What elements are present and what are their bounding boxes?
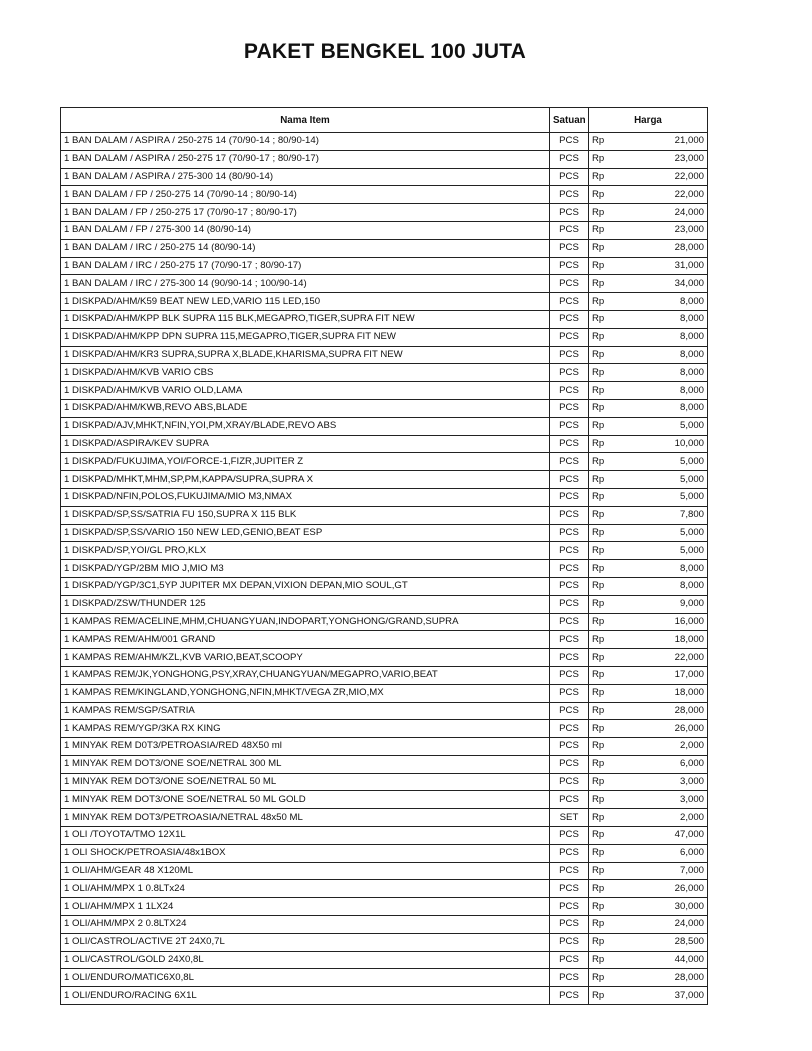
price-cell: 8,000 [627, 577, 708, 595]
unit-cell: PCS [550, 133, 589, 151]
currency-cell: Rp [589, 506, 627, 524]
table-row [61, 435, 708, 453]
unit-cell: PCS [550, 364, 589, 382]
item-name-cell: 1 DISKPAD/AHM/KWB,REVO ABS,BLADE [61, 399, 550, 417]
table-row [61, 133, 708, 151]
price-cell: 5,000 [627, 453, 708, 471]
table-row [61, 684, 708, 702]
unit-cell: PCS [550, 969, 589, 987]
currency-cell: Rp [589, 275, 627, 293]
price-cell: 8,000 [627, 328, 708, 346]
item-name-cell: 1 MINYAK REM DOT3/ONE SOE/NETRAL 300 ML [61, 755, 550, 773]
currency-cell: Rp [589, 204, 627, 222]
table-row [61, 577, 708, 595]
unit-cell: PCS [550, 168, 589, 186]
item-name-cell: 1 OLI/ENDURO/MATIC6X0,8L [61, 969, 550, 987]
table-row [61, 969, 708, 987]
unit-cell: PCS [550, 773, 589, 791]
item-name-cell: 1 OLI SHOCK/PETROASIA/48x1BOX [61, 844, 550, 862]
unit-cell: PCS [550, 453, 589, 471]
table-body [61, 133, 708, 1005]
currency-cell: Rp [589, 435, 627, 453]
table-row [61, 328, 708, 346]
unit-cell: PCS [550, 328, 589, 346]
unit-cell: PCS [550, 293, 589, 311]
table-row [61, 150, 708, 168]
table-row [61, 293, 708, 311]
header-unit: Satuan [550, 108, 589, 133]
currency-cell: Rp [589, 631, 627, 649]
currency-cell: Rp [589, 880, 627, 898]
price-cell: 2,000 [627, 809, 708, 827]
price-cell: 8,000 [627, 399, 708, 417]
table-row [61, 649, 708, 667]
unit-cell: PCS [550, 150, 589, 168]
price-cell: 8,000 [627, 382, 708, 400]
price-cell: 23,000 [627, 150, 708, 168]
item-name-cell: 1 BAN DALAM / ASPIRA / 250-275 17 (70/90-17 ; 80/90-17) [61, 150, 550, 168]
header-row [61, 108, 708, 133]
table-row [61, 916, 708, 934]
price-cell: 6,000 [627, 755, 708, 773]
currency-cell: Rp [589, 186, 627, 204]
table-row [61, 720, 708, 738]
price-cell: 18,000 [627, 684, 708, 702]
unit-cell: PCS [550, 506, 589, 524]
currency-cell: Rp [589, 293, 627, 311]
item-name-cell: 1 KAMPAS REM/YGP/3KA RX KING [61, 720, 550, 738]
table-row [61, 827, 708, 845]
item-name-cell: 1 MINYAK REM DOT3/ONE SOE/NETRAL 50 ML [61, 773, 550, 791]
table-row [61, 862, 708, 880]
unit-cell: PCS [550, 435, 589, 453]
item-name-cell: 1 MINYAK REM DOT3/PETROASIA/NETRAL 48x50 ML [61, 809, 550, 827]
unit-cell: PCS [550, 791, 589, 809]
price-cell: 37,000 [627, 987, 708, 1005]
table-row [61, 933, 708, 951]
price-cell: 9,000 [627, 595, 708, 613]
item-name-cell: 1 MINYAK REM DOT3/ONE SOE/NETRAL 50 ML GOLD [61, 791, 550, 809]
item-name-cell: 1 BAN DALAM / FP / 250-275 17 (70/90-17 ; 80/90-17) [61, 204, 550, 222]
table-row [61, 204, 708, 222]
price-cell: 26,000 [627, 880, 708, 898]
currency-cell: Rp [589, 916, 627, 934]
price-cell: 8,000 [627, 364, 708, 382]
item-name-cell: 1 OLI/AHM/GEAR 48 X120ML [61, 862, 550, 880]
unit-cell: SET [550, 809, 589, 827]
unit-cell: PCS [550, 827, 589, 845]
currency-cell: Rp [589, 702, 627, 720]
unit-cell: PCS [550, 382, 589, 400]
item-name-cell: 1 BAN DALAM / IRC / 250-275 17 (70/90-17 ; 80/90-17) [61, 257, 550, 275]
currency-cell: Rp [589, 346, 627, 364]
unit-cell: PCS [550, 880, 589, 898]
unit-cell: PCS [550, 862, 589, 880]
price-cell: 8,000 [627, 310, 708, 328]
item-name-cell: 1 DISKPAD/SP,SS/VARIO 150 NEW LED,GENIO,BEAT ESP [61, 524, 550, 542]
currency-cell: Rp [589, 328, 627, 346]
header-item-name: Nama Item [61, 108, 550, 133]
item-name-cell: 1 DISKPAD/ZSW/THUNDER 125 [61, 595, 550, 613]
page-title: PAKET BENGKEL 100 JUTA [243, 40, 527, 63]
currency-cell: Rp [589, 577, 627, 595]
currency-cell: Rp [589, 755, 627, 773]
item-name-cell: 1 OLI/ENDURO/RACING 6X1L [61, 987, 550, 1005]
item-name-cell: 1 BAN DALAM / ASPIRA / 275-300 14 (80/90-14) [61, 168, 550, 186]
item-name-cell: 1 KAMPAS REM/KINGLAND,YONGHONG,NFIN,MHKT/VEGA ZR,MIO,MX [61, 684, 550, 702]
price-cell: 8,000 [627, 560, 708, 578]
currency-cell: Rp [589, 773, 627, 791]
item-name-cell: 1 BAN DALAM / IRC / 275-300 14 (90/90-14 ; 100/90-14) [61, 275, 550, 293]
unit-cell: PCS [550, 399, 589, 417]
price-cell: 3,000 [627, 791, 708, 809]
item-name-cell: 1 BAN DALAM / FP / 275-300 14 (80/90-14) [61, 221, 550, 239]
table-row [61, 346, 708, 364]
unit-cell: PCS [550, 542, 589, 560]
table-row [61, 898, 708, 916]
currency-cell: Rp [589, 595, 627, 613]
table-row [61, 310, 708, 328]
table-row [61, 506, 708, 524]
price-cell: 21,000 [627, 133, 708, 151]
unit-cell: PCS [550, 595, 589, 613]
currency-cell: Rp [589, 310, 627, 328]
item-name-cell: 1 DISKPAD/AHM/KVB VARIO OLD,LAMA [61, 382, 550, 400]
price-cell: 28,000 [627, 702, 708, 720]
price-cell: 3,000 [627, 773, 708, 791]
price-table [60, 107, 708, 1005]
table-row [61, 755, 708, 773]
table-header [61, 108, 708, 133]
unit-cell: PCS [550, 898, 589, 916]
table-row [61, 275, 708, 293]
currency-cell: Rp [589, 542, 627, 560]
unit-cell: PCS [550, 560, 589, 578]
item-name-cell: 1 OLI/AHM/MPX 1 1LX24 [61, 898, 550, 916]
currency-cell: Rp [589, 969, 627, 987]
unit-cell: PCS [550, 524, 589, 542]
table-row [61, 773, 708, 791]
unit-cell: PCS [550, 257, 589, 275]
table-row [61, 417, 708, 435]
table-row [61, 560, 708, 578]
table-row [61, 221, 708, 239]
unit-cell: PCS [550, 417, 589, 435]
price-cell: 18,000 [627, 631, 708, 649]
table-row [61, 666, 708, 684]
item-name-cell: 1 DISKPAD/AHM/KPP DPN SUPRA 115,MEGAPRO,TIGER,SUPRA FIT NEW [61, 328, 550, 346]
unit-cell: PCS [550, 951, 589, 969]
item-name-cell: 1 KAMPAS REM/AHM/KZL,KVB VARIO,BEAT,SCOOPY [61, 649, 550, 667]
table-row [61, 631, 708, 649]
table-row [61, 791, 708, 809]
currency-cell: Rp [589, 453, 627, 471]
price-cell: 28,500 [627, 933, 708, 951]
currency-cell: Rp [589, 524, 627, 542]
currency-cell: Rp [589, 791, 627, 809]
item-name-cell: 1 DISKPAD/AJV,MHKT,NFIN,YOI,PM,XRAY/BLADE,REVO ABS [61, 417, 550, 435]
price-cell: 28,000 [627, 969, 708, 987]
table-row [61, 542, 708, 560]
currency-cell: Rp [589, 168, 627, 186]
header-price: Harga [589, 108, 708, 133]
currency-cell: Rp [589, 417, 627, 435]
currency-cell: Rp [589, 488, 627, 506]
currency-cell: Rp [589, 951, 627, 969]
currency-cell: Rp [589, 613, 627, 631]
table-row [61, 186, 708, 204]
price-cell: 5,000 [627, 417, 708, 435]
currency-cell: Rp [589, 560, 627, 578]
currency-cell: Rp [589, 239, 627, 257]
unit-cell: PCS [550, 631, 589, 649]
currency-cell: Rp [589, 649, 627, 667]
item-name-cell: 1 OLI/AHM/MPX 1 0.8LTx24 [61, 880, 550, 898]
item-name-cell: 1 DISKPAD/MHKT,MHM,SP,PM,KAPPA/SUPRA,SUPRA X [61, 471, 550, 489]
price-cell: 22,000 [627, 186, 708, 204]
unit-cell: PCS [550, 186, 589, 204]
item-name-cell: 1 BAN DALAM / FP / 250-275 14 (70/90-14 ; 80/90-14) [61, 186, 550, 204]
price-cell: 5,000 [627, 488, 708, 506]
unit-cell: PCS [550, 933, 589, 951]
item-name-cell: 1 DISKPAD/AHM/KPP BLK SUPRA 115 BLK,MEGAPRO,TIGER,SUPRA FIT NEW [61, 310, 550, 328]
table-row [61, 239, 708, 257]
table-row [61, 399, 708, 417]
unit-cell: PCS [550, 346, 589, 364]
item-name-cell: 1 DISKPAD/YGP/2BM MIO J,MIO M3 [61, 560, 550, 578]
price-cell: 16,000 [627, 613, 708, 631]
unit-cell: PCS [550, 488, 589, 506]
item-name-cell: 1 DISKPAD/AHM/KR3 SUPRA,SUPRA X,BLADE,KHARISMA,SUPRA FIT NEW [61, 346, 550, 364]
price-cell: 10,000 [627, 435, 708, 453]
currency-cell: Rp [589, 684, 627, 702]
item-name-cell: 1 BAN DALAM / ASPIRA / 250-275 14 (70/90-14 ; 80/90-14) [61, 133, 550, 151]
table-row [61, 738, 708, 756]
unit-cell: PCS [550, 204, 589, 222]
price-cell: 8,000 [627, 346, 708, 364]
price-cell: 5,000 [627, 524, 708, 542]
item-name-cell: 1 KAMPAS REM/AHM/001 GRAND [61, 631, 550, 649]
currency-cell: Rp [589, 720, 627, 738]
unit-cell: PCS [550, 720, 589, 738]
price-cell: 23,000 [627, 221, 708, 239]
price-cell: 6,000 [627, 844, 708, 862]
currency-cell: Rp [589, 364, 627, 382]
price-cell: 17,000 [627, 666, 708, 684]
currency-cell: Rp [589, 827, 627, 845]
item-name-cell: 1 DISKPAD/SP,YOI/GL PRO,KLX [61, 542, 550, 560]
table-row [61, 168, 708, 186]
price-cell: 31,000 [627, 257, 708, 275]
item-name-cell: 1 OLI/CASTROL/GOLD 24X0,8L [61, 951, 550, 969]
item-name-cell: 1 DISKPAD/NFIN,POLOS,FUKUJIMA/MIO M3,NMAX [61, 488, 550, 506]
item-name-cell: 1 MINYAK REM D0T3/PETROASIA/RED 48X50 ml [61, 738, 550, 756]
price-cell: 34,000 [627, 275, 708, 293]
price-cell: 8,000 [627, 293, 708, 311]
unit-cell: PCS [550, 275, 589, 293]
price-cell: 2,000 [627, 738, 708, 756]
currency-cell: Rp [589, 987, 627, 1005]
price-cell: 22,000 [627, 168, 708, 186]
currency-cell: Rp [589, 150, 627, 168]
table-row [61, 595, 708, 613]
currency-cell: Rp [589, 844, 627, 862]
unit-cell: PCS [550, 649, 589, 667]
unit-cell: PCS [550, 844, 589, 862]
unit-cell: PCS [550, 702, 589, 720]
price-cell: 28,000 [627, 239, 708, 257]
item-name-cell: 1 OLI/CASTROL/ACTIVE 2T 24X0,7L [61, 933, 550, 951]
table-row [61, 951, 708, 969]
item-name-cell: 1 DISKPAD/ASPIRA/KEV SUPRA [61, 435, 550, 453]
unit-cell: PCS [550, 577, 589, 595]
item-name-cell: 1 DISKPAD/AHM/KVB VARIO CBS [61, 364, 550, 382]
currency-cell: Rp [589, 809, 627, 827]
price-cell: 5,000 [627, 471, 708, 489]
unit-cell: PCS [550, 738, 589, 756]
currency-cell: Rp [589, 933, 627, 951]
item-name-cell: 1 KAMPAS REM/ACELINE,MHM,CHUANGYUAN,INDOPART,YONGHONG/GRAND,SUPRA [61, 613, 550, 631]
price-cell: 24,000 [627, 916, 708, 934]
item-name-cell: 1 KAMPAS REM/SGP/SATRIA [61, 702, 550, 720]
currency-cell: Rp [589, 738, 627, 756]
currency-cell: Rp [589, 898, 627, 916]
currency-cell: Rp [589, 133, 627, 151]
table-row [61, 702, 708, 720]
item-name-cell: 1 DISKPAD/SP,SS/SATRIA FU 150,SUPRA X 115 BLK [61, 506, 550, 524]
item-name-cell: 1 OLI /TOYOTA/TMO 12X1L [61, 827, 550, 845]
currency-cell: Rp [589, 257, 627, 275]
unit-cell: PCS [550, 684, 589, 702]
item-name-cell: 1 DISKPAD/AHM/K59 BEAT NEW LED,VARIO 115 LED,150 [61, 293, 550, 311]
unit-cell: PCS [550, 755, 589, 773]
table-row [61, 382, 708, 400]
table-row [61, 844, 708, 862]
unit-cell: PCS [550, 471, 589, 489]
table-row [61, 453, 708, 471]
item-name-cell: 1 DISKPAD/FUKUJIMA,YOI/FORCE-1,FIZR,JUPITER Z [61, 453, 550, 471]
currency-cell: Rp [589, 399, 627, 417]
item-name-cell: 1 OLI/AHM/MPX 2 0.8LTX24 [61, 916, 550, 934]
price-cell: 22,000 [627, 649, 708, 667]
currency-cell: Rp [589, 382, 627, 400]
table-row [61, 524, 708, 542]
table-row [61, 488, 708, 506]
price-cell: 30,000 [627, 898, 708, 916]
unit-cell: PCS [550, 987, 589, 1005]
price-cell: 7,800 [627, 506, 708, 524]
price-cell: 47,000 [627, 827, 708, 845]
item-name-cell: 1 BAN DALAM / IRC / 250-275 14 (80/90-14) [61, 239, 550, 257]
item-name-cell: 1 DISKPAD/YGP/3C1,5YP JUPITER MX DEPAN,VIXION DEPAN,MIO SOUL,GT [61, 577, 550, 595]
table-row [61, 809, 708, 827]
price-cell: 7,000 [627, 862, 708, 880]
currency-cell: Rp [589, 666, 627, 684]
price-cell: 44,000 [627, 951, 708, 969]
item-name-cell: 1 KAMPAS REM/JK,YONGHONG,PSY,XRAY,CHUANGYUAN/MEGAPRO,VARIO,BEAT [61, 666, 550, 684]
currency-cell: Rp [589, 221, 627, 239]
unit-cell: PCS [550, 916, 589, 934]
unit-cell: PCS [550, 221, 589, 239]
unit-cell: PCS [550, 613, 589, 631]
unit-cell: PCS [550, 239, 589, 257]
unit-cell: PCS [550, 666, 589, 684]
currency-cell: Rp [589, 471, 627, 489]
table-row [61, 364, 708, 382]
price-cell: 26,000 [627, 720, 708, 738]
table-row [61, 880, 708, 898]
table-row [61, 987, 708, 1005]
unit-cell: PCS [550, 310, 589, 328]
table-row [61, 613, 708, 631]
currency-cell: Rp [589, 862, 627, 880]
table-row [61, 257, 708, 275]
table-row [61, 471, 708, 489]
price-cell: 24,000 [627, 204, 708, 222]
price-cell: 5,000 [627, 542, 708, 560]
